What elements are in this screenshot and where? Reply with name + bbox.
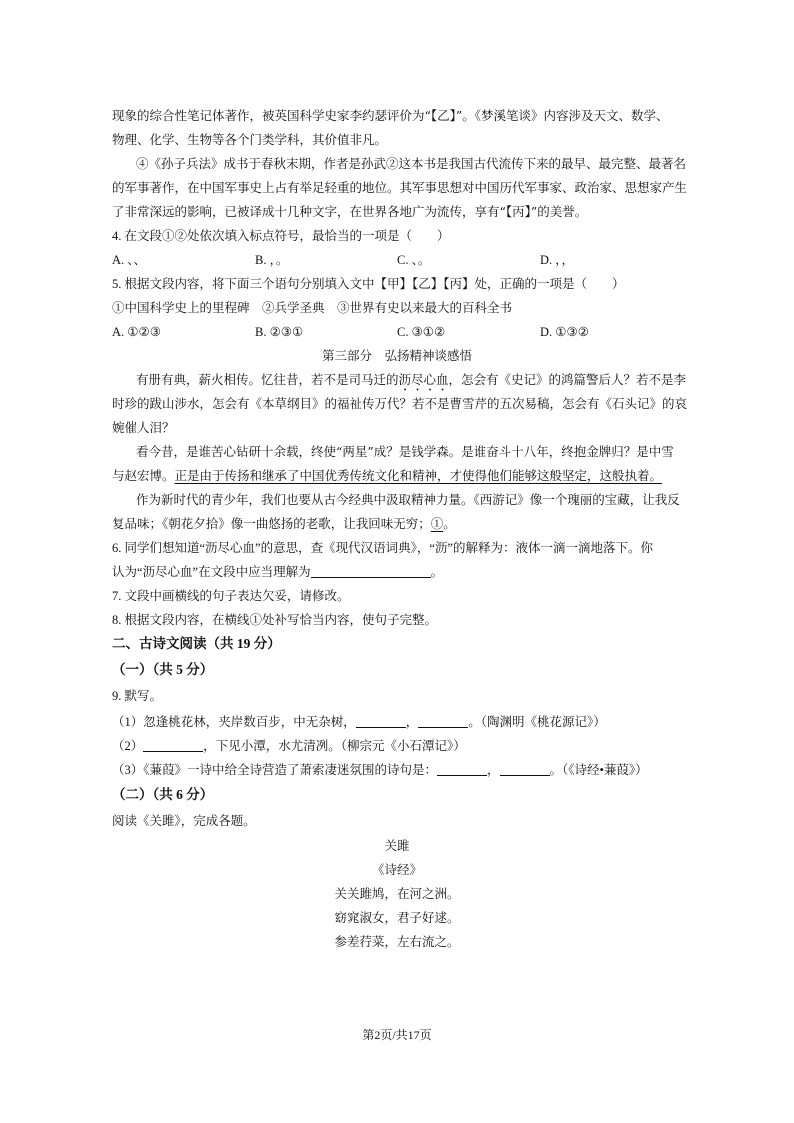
passage-line: 现象的综合性笔记体著作，被英国科学史家李约瑟评价为“【乙】”。《梦溪笔谈》内容涉及天文、数学、 bbox=[112, 108, 669, 123]
page-number: 第2页/共17页 bbox=[362, 1028, 432, 1042]
question-9-1 bbox=[112, 714, 606, 730]
question-5-stem: 5. 根据文段内容，将下面三个语句分别填入文中【甲】【乙】【丙】处，正确的一项是（ ） bbox=[112, 277, 625, 291]
passage-line: 物理、化学、生物等各个门类学科，其价值非凡。 bbox=[112, 132, 388, 147]
question-text: ， bbox=[405, 715, 419, 729]
question-8-stem: 8. 根据文段内容，在横线①处补写恰当内容，使句子完整。 bbox=[112, 613, 438, 627]
q5-option-b[interactable]: B. ②③① bbox=[255, 325, 304, 339]
q4-option-b[interactable]: B. ，。 bbox=[255, 253, 289, 267]
subsection-title: （一）（共 5 分） bbox=[112, 662, 214, 677]
answer-blank[interactable] bbox=[356, 715, 406, 728]
passage-line: 的军事著作，在中国军事史上占有举足轻重的地位。其军事思想对中国历代军事家、政治家、思想家产生 bbox=[112, 180, 688, 195]
q4-option-a[interactable]: A. 、、 bbox=[112, 253, 147, 267]
question-text: （3）《蒹葭》一诗中给全诗营造了萧索凄迷氛围的诗句是： bbox=[112, 763, 438, 777]
passage-text: 有册有典，薪火相传。忆往昔，若不是司马迁的 bbox=[136, 372, 399, 387]
answer-blank[interactable] bbox=[311, 565, 431, 578]
question-text: ，下见小潭，水尤清冽。（柳宗元《小石潭记》） bbox=[203, 739, 466, 753]
question-text: 。（陶渊明《桃花源记》） bbox=[468, 715, 606, 729]
question-text: 认为“沥尽心血”在文段中应当理解为 bbox=[112, 565, 311, 579]
question-9-3 bbox=[112, 762, 648, 778]
passage-line bbox=[136, 372, 686, 394]
question-text: 。（《诗经•蒹葭》） bbox=[549, 763, 648, 777]
underlined-sentence: 正是由于传扬和继承了中国优秀传统文化和精神，才使得他们能够这般坚定，这般执着。 bbox=[174, 468, 663, 483]
q5-option-c[interactable]: C. ③①② bbox=[397, 325, 446, 339]
poem-title: 关雎 bbox=[384, 838, 410, 853]
passage-line: ④《孙子兵法》成书于春秋末期，作者是孙武②这本书是我国古代流传下来的最早、最完整、最著名 bbox=[136, 156, 687, 171]
reading-intro: 阅读《关雎》，完成各题。 bbox=[112, 814, 256, 828]
question-7-stem: 7. 文段中画横线的句子表达欠妥，请修改。 bbox=[112, 589, 350, 603]
question-4-stem: 4. 在文段①②处依次填入标点符号，最恰当的一项是（ ） bbox=[112, 229, 450, 243]
section-title: 二、古诗文阅读（共 19 分） bbox=[112, 636, 281, 651]
poem-line: 关关雎鸠，在河之洲。 bbox=[334, 886, 460, 901]
question-6-stem: 6. 同学们想知道“沥尽心血”的意思，查《现代汉语词典》，“沥”的解释为：液体一滴一滴地落下。你 bbox=[112, 541, 653, 555]
answer-blank[interactable] bbox=[143, 739, 203, 752]
question-text: 。 bbox=[430, 565, 444, 579]
question-text: （1）忽逢桃花林，夹岸数百步，中无杂树， bbox=[112, 715, 356, 729]
passage-text: ，怎会有《史记》的鸿篇警后人？若不是李 bbox=[448, 372, 687, 387]
q5-option-a[interactable]: A. ①②③ bbox=[112, 325, 161, 339]
subsection-title: （二）（共 6 分） bbox=[112, 787, 214, 802]
passage-line: 婉催人泪？ bbox=[112, 420, 175, 435]
q4-option-c[interactable]: C. 、。 bbox=[397, 253, 431, 267]
answer-blank[interactable] bbox=[418, 715, 468, 728]
passage-line: 作为新时代的青少年，我们也要从古今经典中汲取精神力量。《西游记》像一个瑰丽的宝藏，让我反 bbox=[136, 492, 680, 507]
question-5-items: ①中国科学史上的里程碑 ②兵学圣典 ③世界有史以来最大的百科全书 bbox=[112, 301, 513, 315]
answer-blank[interactable] bbox=[437, 763, 487, 776]
section-heading: 第三部分 弘扬精神谈感悟 bbox=[321, 349, 472, 363]
question-9-2 bbox=[112, 738, 466, 754]
question-6-stem-cont bbox=[112, 564, 443, 580]
passage-text: 。 bbox=[443, 516, 456, 531]
q5-option-d[interactable]: D. ①③② bbox=[540, 325, 589, 339]
emphasized-phrase: 沥尽心血 bbox=[398, 372, 449, 387]
passage-text: 与赵宏博。 bbox=[112, 468, 175, 483]
answer-blank[interactable] bbox=[500, 763, 550, 776]
passage-line bbox=[112, 468, 662, 484]
question-9-stem: 9. 默写。 bbox=[112, 689, 163, 703]
passage-line: 看今昔，是谁苦心钻研十余载，终使“两星”成？是钱学森。是谁奋斗十八年，终抱金牌归？是中雪 bbox=[136, 444, 674, 459]
poem-line: 窈窕淑女，君子好逑。 bbox=[334, 910, 460, 925]
q4-option-d[interactable]: D. ，， bbox=[540, 253, 575, 267]
passage-line: 时珍的跋山涉水，怎会有《本草纲目》的福祉传万代？若不是曹雪芹的五次易稿，怎会有《石头记》的哀 bbox=[112, 396, 688, 411]
passage-text: 复品味；《朝花夕拾》像一曲悠扬的老歌，让我回味无穷； bbox=[112, 516, 431, 531]
question-text: ， bbox=[487, 763, 500, 777]
poem-source: 《诗经》 bbox=[371, 862, 422, 877]
question-text: （2） bbox=[112, 739, 144, 753]
poem-line: 参差荇菜，左右流之。 bbox=[334, 934, 460, 949]
passage-line: 了非常深远的影响，已被译成十几种文字，在世界各地广为流传，享有“【丙】”的美誉。 bbox=[112, 204, 588, 219]
passage-line bbox=[112, 516, 456, 532]
blank-marker: ① bbox=[430, 516, 444, 531]
